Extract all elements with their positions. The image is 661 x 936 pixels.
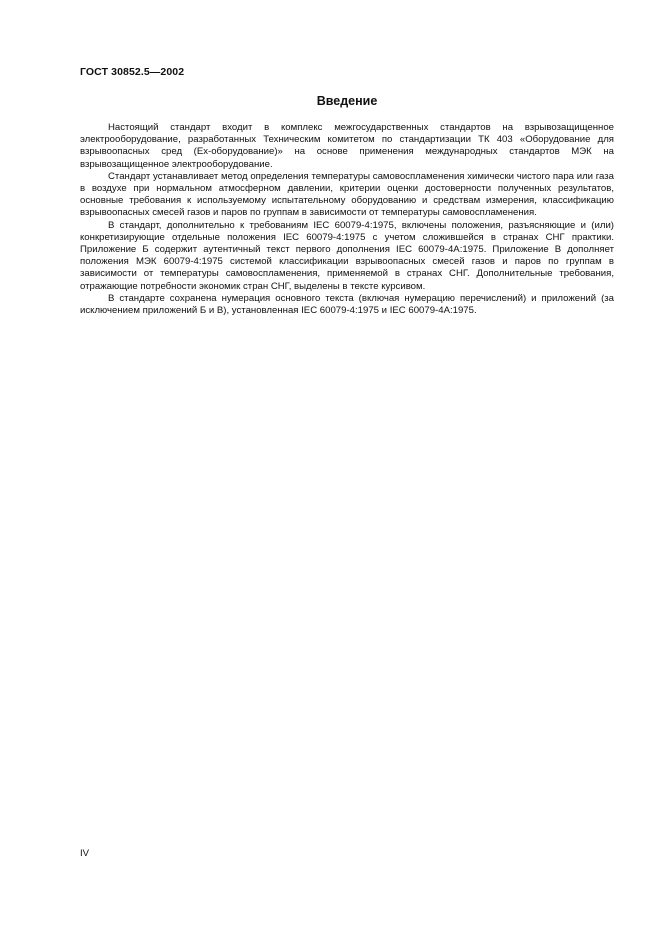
paragraph: Настоящий стандарт входит в комплекс межгосударственных стандартов на взрывозащищенное электрооборудование, разработанных Техническим комитетом по стандартизации ТК 403 «Оборудование для взрывоопасных сред (Ех-оборудование)» на основе применения международных стандартов МЭК на взрывозащищенное электрооборудование.	[80, 122, 614, 170]
page-number: IV	[80, 848, 90, 859]
paragraph: В стандарт, дополнительно к требованиям IEC 60079-4:1975, включены положения, разъясняющие и (или) конкретизирующие отдельные положения IEC 60079-4:1975 с учетом сложившейся в странах СНГ практики. Приложение Б содержит аутентичный текст первого дополнения IEC 60079-4A:1975. Приложение В дополняет положения МЭК 60079-4:1975 системой классификации взрывоопасных смесей газов и паров по группам в зависимости от температуры самовоспламенения, применяемой в странах СНГ. Дополнительные требования, отражающие потребности экономик стран СНГ, выделены в тексте курсивом.	[80, 219, 614, 292]
paragraph: Стандарт устанавливает метод определения температуры самовоспламенения химически чистого пара или газа в воздухе при нормальном атмосферном давлении, критерии оценки достоверности полученных результатов, основные требования к используемому испытательному оборудованию и средствам измерения, классификацию взрывоопасных смесей газов и паров по группам в зависимости от температуры самовоспламенения.	[80, 170, 614, 219]
section-body	[80, 122, 614, 317]
section-title: Введение	[316, 94, 378, 108]
paragraph: В стандарте сохранена нумерация основного текста (включая нумерацию перечислений) и приложений (за исключением приложений Б и В), установленная IEC 60079-4:1975 и IEC 60079-4A:1975.	[80, 292, 614, 317]
standard-code-header: ГОСТ 30852.5—2002	[80, 66, 185, 78]
